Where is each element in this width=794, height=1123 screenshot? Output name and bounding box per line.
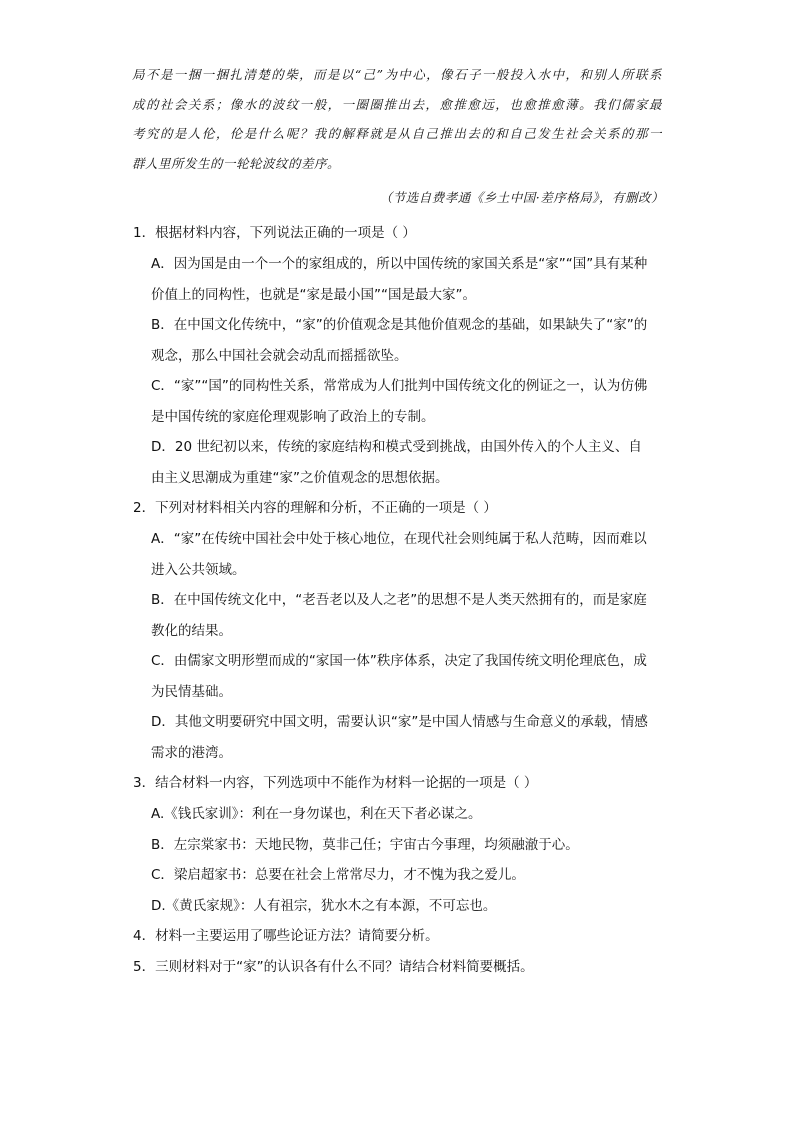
option-line: D.《黄氏家规》：人有祖宗，犹水木之有本源，不可忘也。 (151, 897, 497, 914)
option-c (133, 371, 673, 432)
option-line: 是中国传统的家庭伦理观影响了政治上的专制。 (151, 408, 435, 425)
option-line: 价值上的同构性，也就是“家是最小国”“国是最大家”。 (151, 286, 476, 303)
option-line: 进入公共领域。 (151, 561, 246, 578)
question-stem: 5．三则材料对于“家”的认识各有什么不同？请结合材料简要概括。 (133, 959, 534, 975)
option-line: 教化的结果。 (151, 622, 232, 639)
question-stem: 1．根据材料内容，下列说法正确的一项是（ ） (133, 225, 416, 241)
question-3 (133, 768, 673, 921)
option-line: 需求的港湾。 (151, 744, 232, 761)
option-line: B．在中国传统文化中，“老吾老以及人之老”的思想不是人类天然拥有的，而是家庭 (151, 592, 647, 608)
option-b (133, 830, 673, 861)
passage-excerpt (132, 60, 662, 178)
question-stem: 4．材料一主要运用了哪些论证方法？请简要分析。 (133, 928, 439, 944)
passage-citation: （节选自费孝通《乡土中国·差序格局》，有删改） (379, 190, 664, 205)
option-line: D．20 世纪初以来，传统的家庭结构和模式受到挑战，由国外传入的个人主义、自 (151, 439, 642, 455)
question-stem: 3．结合材料一内容，下列选项中不能作为材料一论据的一项是（ ） (133, 775, 538, 791)
option-d (133, 707, 673, 768)
option-c (133, 646, 673, 707)
option-line: A．因为国是由一个一个的家组成的，所以中国传统的家国关系是“家”“国”具有某种 (151, 256, 648, 272)
option-line: C．“家”“国”的同构性关系，常常成为人们批判中国传统文化的例证之一，认为仿佛 (151, 378, 648, 394)
question-2 (133, 493, 673, 768)
option-line: 由主义思潮成为重建“家”之价值观念的思想依据。 (151, 469, 449, 486)
option-a (133, 524, 673, 585)
option-line: D．其他文明要研究中国文明，需要认识“家”是中国人情感与生命意义的承载，情感 (151, 714, 648, 730)
option-line: C．梁启超家书：总要在社会上常常尽力，才不愧为我之爱儿。 (151, 867, 525, 883)
passage-line: 群人里所发生的一轮轮波纹的差序。 (132, 155, 341, 171)
question-4 (133, 921, 673, 952)
option-a (133, 799, 673, 830)
question-5 (133, 952, 673, 983)
option-line: C．由儒家文明形塑而成的“家国一体”秩序体系，决定了我国传统文明伦理底色，成 (151, 653, 647, 669)
passage-line: 局不是一捆一捆扎清楚的柴，而是以“己”为中心，像石子一般投入水中，和别人所联系 (132, 67, 662, 82)
option-b (133, 585, 673, 646)
option-a (133, 249, 673, 310)
option-line: A.《钱氏家训》：利在一身勿谋也，利在天下者必谋之。 (151, 806, 482, 822)
question-stem: 2．下列对材料相关内容的理解和分析，不正确的一项是（ ） (133, 500, 497, 516)
option-d (133, 432, 673, 493)
option-b (133, 310, 673, 371)
option-line: B．在中国文化传统中，“家”的价值观念是其他价值观念的基础，如果缺失了“家”的 (151, 317, 648, 333)
question-1 (133, 218, 673, 493)
option-line: 观念，那么中国社会就会动乱而摇摇欲坠。 (151, 347, 408, 364)
option-line: B．左宗棠家书：天地民物，莫非己任；宇宙古今事理，均须融澈于心。 (151, 836, 579, 853)
passage-line: 考究的是人伦，伦是什么呢？我的解释就是从自己推出去的和自己发生社会关系的那一 (132, 126, 662, 141)
option-line: 为民情基础。 (151, 683, 232, 700)
option-c (133, 860, 673, 891)
option-d (133, 891, 673, 922)
passage-line: 成的社会关系；像水的波纹一般，一圈圈推出去，愈推愈远，也愈推愈薄。我们儒家最 (132, 96, 662, 112)
option-line: A．“家”在传统中国社会中处于核心地位，在现代社会则纯属于私人范畴，因而难以 (151, 531, 647, 547)
question-list (133, 218, 673, 983)
